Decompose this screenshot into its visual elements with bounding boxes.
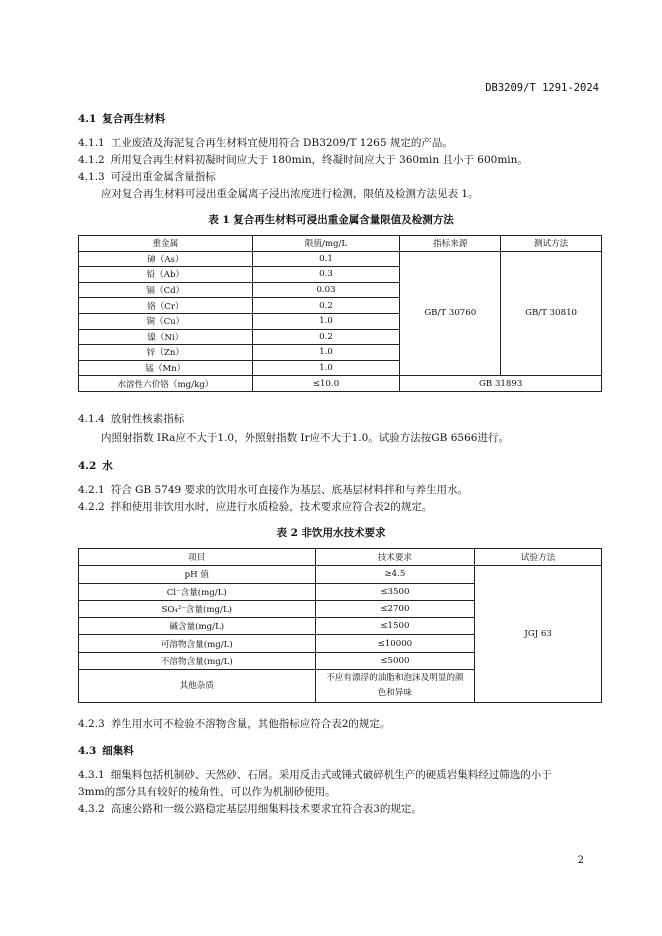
table-header-row [79, 236, 602, 252]
header-cell: 试验方法 [475, 549, 602, 566]
clause-text: 所用复合再生材料初凝时间应大于 180min，终凝时间应大于 360min 且小于 600min。 [110, 154, 528, 166]
metal-cell: 锰（Mn） [79, 360, 253, 376]
clause-4-2-1 [78, 482, 468, 497]
metal-cell: 镍（Ni） [79, 329, 253, 345]
source-cell: GB/T 30760 [400, 251, 501, 376]
item-cell: 不溶物含量(mg/L) [79, 652, 316, 669]
item-cell: 可溶物含量(mg/L) [79, 635, 316, 652]
section-number: 4.2 [78, 460, 97, 472]
requirement-cell: ≥4.5 [315, 566, 475, 583]
source-method-cell: GB 31893 [400, 376, 602, 392]
clause-text: 细集料包括机制砂、天然砂、石屑。采用反击式或锤式破碎机生产的硬质岩集料经过筛选的小于 [110, 769, 552, 781]
requirement-cell: ≤10000 [315, 635, 475, 652]
clause-number: 4.1.1 [78, 137, 105, 149]
clause-text: 工业废渣及海泥复合再生材料宜使用符合 DB3209/T 1265 规定的产品。 [110, 137, 453, 149]
table-2 [78, 548, 602, 703]
metal-cell: 镉（Cd） [79, 282, 253, 298]
metal-cell: 砷（As） [79, 251, 253, 267]
item-cell: pH 值 [79, 566, 316, 583]
item-cell: 其他杂质 [79, 670, 316, 703]
clause-4-2-3 [78, 716, 390, 731]
clause-4-1-1 [78, 135, 453, 150]
metal-cell: 铅（Ab） [79, 267, 253, 283]
clause-number: 4.1.2 [78, 154, 105, 166]
table-1 [78, 235, 602, 392]
method-cell: JGJ 63 [475, 566, 602, 703]
limit-cell: 0.03 [252, 282, 400, 298]
section-number: 4.1 [78, 113, 97, 125]
limit-cell: 1.0 [252, 360, 400, 376]
page-number: 2 [577, 855, 584, 866]
table-row [79, 376, 602, 392]
document-number: DB3209/T 1291-2024 [485, 82, 599, 94]
clause-number: 4.3.1 [78, 769, 105, 781]
clause-4-3-1-continued: 3mm的部分具有较好的棱角性，可以作为机制砂使用。 [78, 786, 336, 798]
table-row [79, 251, 602, 267]
clause-4-2-2 [78, 499, 432, 514]
metal-cell: 锌（Zn） [79, 345, 253, 361]
requirement-cell: ≤5000 [315, 652, 475, 669]
table-row [79, 566, 602, 583]
header-cell: 测试方法 [501, 236, 602, 252]
section-number: 4.3 [78, 745, 97, 757]
limit-cell: 1.0 [252, 345, 400, 361]
header-cell: 限值/mg/L [252, 236, 400, 252]
clause-number: 4.2.1 [78, 484, 105, 496]
metal-cell: 铜（Cu） [79, 313, 253, 329]
header-cell: 重金属 [79, 236, 253, 252]
limit-cell: ≤10.0 [252, 376, 400, 392]
header-cell: 指标来源 [400, 236, 501, 252]
clause-4-1-4 [78, 411, 184, 426]
clause-4-3-1 [78, 767, 552, 782]
limit-cell: 0.1 [252, 251, 400, 267]
limit-cell: 1.0 [252, 313, 400, 329]
clause-4-3-2 [78, 801, 422, 816]
requirement-cell: ≤1500 [315, 618, 475, 635]
clause-4-1-3-text: 应对复合再生材料可浸出重金属离子浸出浓度进行检测，限值及检测方法见表 1。 [101, 188, 479, 200]
section-title: 细集料 [102, 745, 134, 757]
clause-number: 4.1.3 [78, 171, 105, 183]
clause-number: 4.2.3 [78, 718, 105, 730]
header-cell: 项目 [79, 549, 316, 566]
clause-number: 4.2.2 [78, 501, 105, 513]
item-cell: Cl⁻含量(mg/L) [79, 583, 316, 600]
clause-title: 放射性核素指标 [110, 413, 185, 425]
requirement-cell: ≤3500 [315, 583, 475, 600]
limit-cell: 0.3 [252, 267, 400, 283]
section-title: 水 [102, 460, 113, 472]
item-cell: 碱含量(mg/L) [79, 618, 316, 635]
method-cell: GB/T 30810 [501, 251, 602, 376]
clause-text: 符合 GB 5749 要求的饮用水可直接作为基层、底基层材料拌和与养生用水。 [110, 484, 469, 496]
table-header-row [79, 549, 602, 566]
table-2-caption: 表 2 非饮用水技术要求 [276, 527, 386, 539]
clause-4-1-3 [78, 169, 216, 184]
clause-title: 可浸出重金属含量指标 [110, 171, 216, 183]
section-title: 复合再生材料 [102, 113, 166, 125]
header-cell: 技术要求 [315, 549, 475, 566]
limit-cell: 0.2 [252, 329, 400, 345]
metal-cell: 铬（Cr） [79, 298, 253, 314]
clause-4-1-4-text: 内照射指数 IRa应不大于1.0，外照射指数 Ir应不大于1.0。试验方法按GB 6566进行。 [101, 432, 509, 444]
clause-text: 养生用水可不检验不溶物含量，其他指标应符合表2的规定。 [110, 718, 391, 730]
clause-number: 4.1.4 [78, 413, 105, 425]
limit-cell: 0.2 [252, 298, 400, 314]
metal-cell: 水溶性六价铬（mg/kg） [79, 376, 253, 392]
table-1-caption: 表 1 复合再生材料可浸出重金属含量限值及检测方法 [208, 214, 454, 226]
section-4-2-heading [78, 458, 113, 473]
requirement-cell: ≤2700 [315, 600, 475, 617]
clause-4-1-2 [78, 152, 528, 167]
section-4-3-heading [78, 743, 134, 758]
clause-text: 拌和使用非饮用水时，应进行水质检验，技术要求应符合表2的规定。 [110, 501, 433, 513]
section-4-1-heading [78, 111, 165, 126]
item-cell: SO₄²⁻含量(mg/L) [79, 600, 316, 617]
requirement-cell: 不应有漂浮的油脂和泡沫及明显的颜色和异味 [315, 670, 475, 703]
clause-text: 高速公路和一级公路稳定基层用细集料技术要求宜符合表3的规定。 [110, 803, 422, 815]
clause-number: 4.3.2 [78, 803, 105, 815]
